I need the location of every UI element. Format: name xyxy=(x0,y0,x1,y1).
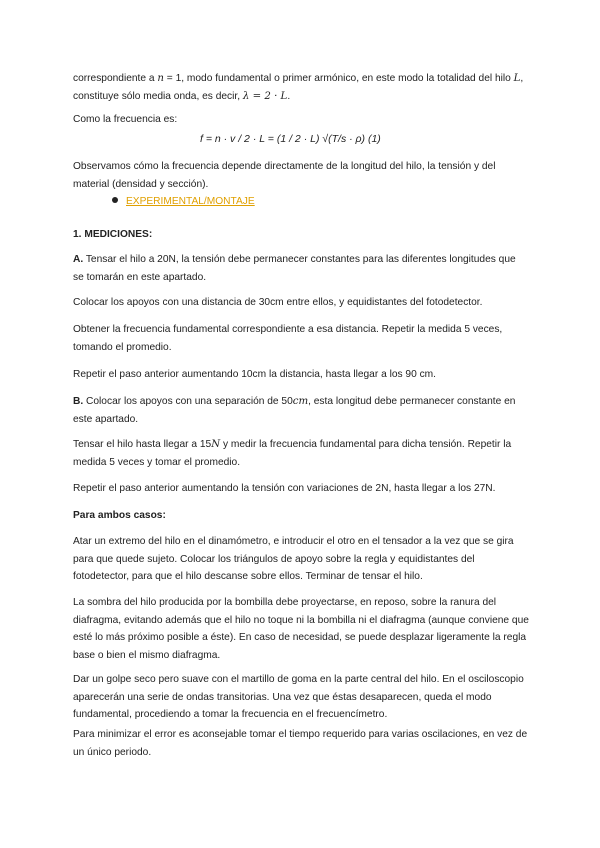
intro-text: , xyxy=(520,73,524,84)
paragraph: Colocar los apoyos con una distancia de 30cm entre ellos, y equidistantes del fotodetector. xyxy=(73,297,483,308)
paragraph: Repetir el paso anterior aumentando la tensión con variaciones de 2N, hasta llegar a los 27N. xyxy=(73,483,496,494)
paragraph: Atar un extremo del hilo en el dinamómetro, e introducir el otro en el tensador a la vez que se gira para que quede sujeto. Colocar los triángulos de apoyo sobre la regla y equidistantes del fotodetector, para que el hilo descanse sobre ellos. Terminar de tensar el hilo. xyxy=(73,536,514,582)
intro-text: . xyxy=(287,90,291,102)
paragraph-text: Colocar los apoyos con una separación de 50 xyxy=(83,396,293,407)
paragraph-b xyxy=(73,393,529,428)
both-cases-heading: Para ambos casos: xyxy=(73,510,166,521)
paragraph: La sombra del hilo producida por la bombilla debe proyectarse, en reposo, sobre la ranura del diafragma, evitando además que el hilo no toque ni la bombilla ni el diafragma (aunque conviene que esté lo más próximo posible a éste). En caso de necesidad, se puede desplazar ligeramente la regla base o bien el mismo diafragma. xyxy=(73,597,529,661)
bullet-item xyxy=(112,196,255,207)
paragraph: Repetir el paso anterior aumentando 10cm la distancia, hasta llegar a los 90 cm. xyxy=(73,369,436,380)
paragraph-text: Tensar el hilo a 20N, la tensión debe permanecer constantes para las diferentes longitudes que se tomarán en este apartado. xyxy=(73,254,516,283)
label-b: B. xyxy=(73,396,84,407)
intro-text: correspondiente a xyxy=(73,73,158,84)
paragraph-text: Tensar el hilo hasta llegar a 15 xyxy=(73,439,212,450)
paragraph: Dar un golpe seco pero suave con el martillo de goma en la parte central del hilo. En el osciloscopio aparecerán una serie de ondas transitorias. Una vez que éstas desaparecen, queda el modo fundamental, procediendo a tomar la frecuencia en el frecuencímetro. xyxy=(73,674,524,720)
bullet-icon xyxy=(112,197,118,203)
label-a: A. xyxy=(73,254,84,265)
intro-paragraph xyxy=(73,70,529,105)
experimental-link[interactable]: EXPERIMENTAL/MONTAJE xyxy=(126,196,255,207)
paragraph xyxy=(73,436,529,471)
paragraph-text: y medir la frecuencia fundamental para dicha tensión. Repetir la medida 5 veces y tomar el promedio. xyxy=(73,439,512,468)
math-unit: cm xyxy=(292,396,309,407)
paragraph: Obtener la frecuencia fundamental correspondiente a esa distancia. Repetir la medida 5 veces, tomando el promedio. xyxy=(73,324,503,353)
paragraph-a xyxy=(73,251,529,286)
math-unit: N xyxy=(211,439,221,450)
paragraph-text: , esta longitud debe permanecer constante en este apartado. xyxy=(73,396,516,425)
section-heading: 1. MEDICIONES: xyxy=(73,229,153,240)
math-L: L xyxy=(513,73,521,84)
math-lambda: λ = 2 · L xyxy=(242,90,288,102)
intro-text: = 1, modo fundamental o primer armónico, en este modo la totalidad del hilo xyxy=(163,73,514,84)
frequency-formula: f = n · v / 2 · L = (1 / 2 · L) √(T/s · ρ) (1) xyxy=(200,133,381,145)
freq-label: Como la frecuencia es: xyxy=(73,114,178,125)
observation-paragraph: Observamos cómo la frecuencia depende directamente de la longitud del hilo, la tensión y del material (densidad y sección). xyxy=(73,161,496,190)
math-n: n xyxy=(157,73,164,84)
paragraph: Para minimizar el error es aconsejable tomar el tiempo requerido para varias oscilaciones, en vez de un único periodo. xyxy=(73,729,528,758)
intro-text: constituye sólo media onda, es decir, xyxy=(73,90,243,102)
